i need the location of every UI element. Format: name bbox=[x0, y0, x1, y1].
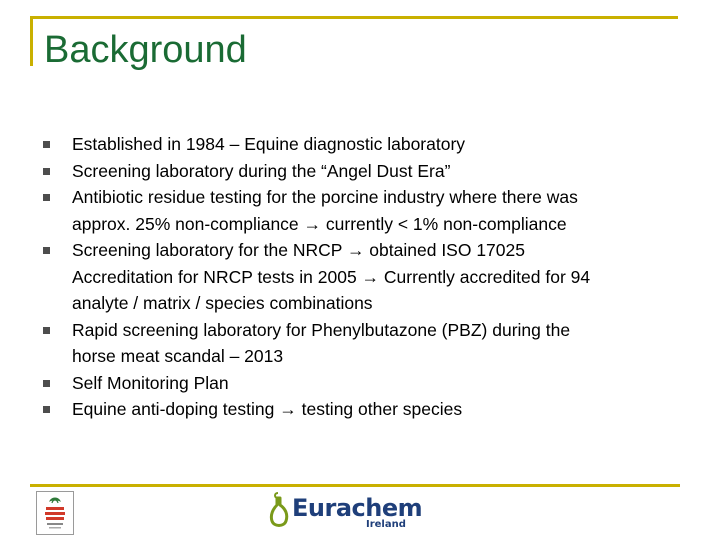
bullet-text-line: Screening laboratory for the NRCP → obtained ISO 17025 bbox=[72, 240, 525, 260]
irish-equine-centre-logo-graphic bbox=[37, 492, 73, 534]
bullet-item bbox=[42, 237, 682, 317]
bullet-text-line: Self Monitoring Plan bbox=[72, 372, 229, 393]
square-bullet-icon bbox=[43, 327, 50, 334]
square-bullet-icon bbox=[43, 168, 50, 175]
bullet-item bbox=[42, 396, 682, 423]
bullet-item bbox=[42, 370, 682, 397]
footer-rule bbox=[30, 484, 680, 487]
bullet-text-line: Established in 1984 – Equine diagnostic laboratory bbox=[72, 134, 466, 154]
square-bullet-icon bbox=[43, 380, 50, 387]
title-frame-left-rule bbox=[30, 16, 33, 66]
irish-equine-centre-logo bbox=[36, 491, 74, 535]
bullet-text-line: approx. 25% non-compliance → currently < 1% non-compliance bbox=[72, 213, 567, 234]
square-bullet-icon bbox=[43, 141, 50, 148]
bullet-list bbox=[42, 131, 682, 423]
bullet-item bbox=[42, 184, 682, 237]
bullet-item bbox=[42, 158, 682, 185]
bullet-text-line: analyte / matrix / species combinations bbox=[72, 293, 373, 313]
bullet-text-line: Equine anti-doping testing → testing other species bbox=[72, 399, 463, 419]
bullet-item bbox=[42, 131, 682, 158]
bullet-text-line: horse meat scandal – 2013 bbox=[72, 346, 284, 366]
bullet-text-line: Screening laboratory during the “Angel Dust Era” bbox=[72, 160, 451, 181]
bullet-text-line: Accreditation for NRCP tests in 2005 → Currently accredited for 94 bbox=[72, 266, 591, 287]
bullet-item bbox=[42, 317, 682, 370]
square-bullet-icon bbox=[43, 406, 50, 413]
square-bullet-icon bbox=[43, 194, 50, 201]
bullet-text-line: Rapid screening laboratory for Phenylbutazone (PBZ) during the bbox=[72, 319, 571, 340]
square-bullet-icon bbox=[43, 247, 50, 254]
eurachem-wordmark: Eurachem bbox=[292, 494, 423, 522]
eurachem-region-label: Ireland bbox=[366, 519, 406, 530]
title-frame-top-rule bbox=[30, 16, 678, 19]
bullet-text-line: Antibiotic residue testing for the porcine industry where there was bbox=[72, 187, 578, 207]
slide-title: Background bbox=[44, 29, 247, 71]
